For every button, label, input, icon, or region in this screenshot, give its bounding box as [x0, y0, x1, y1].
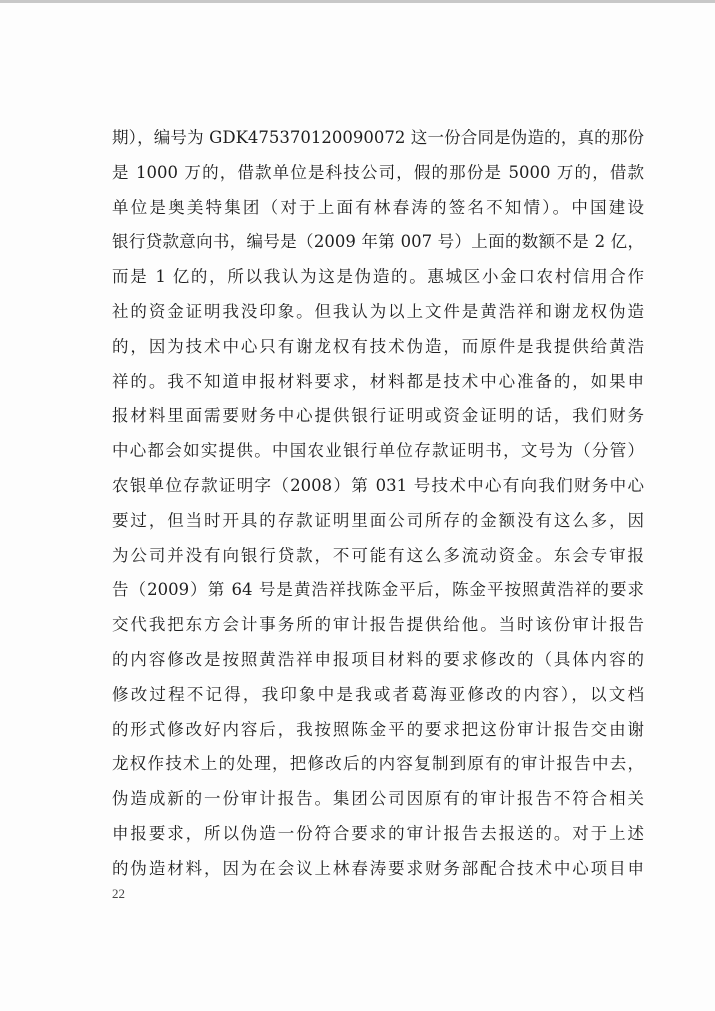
text-line: 银行贷款意向书，编号是（2009 年第 007 号）上面的数额不是 2 亿，: [112, 232, 644, 252]
text-line: 报材料里面需要财务中心提供银行证明或资金证明的话，我们财务: [112, 406, 644, 426]
text-line: 中心都会如实提供。中国农业银行单位存款证明书，文号为（分管）: [112, 441, 644, 461]
text-line: 修改过程不记得，我印象中是我或者葛海亚修改的内容），以文档: [112, 684, 644, 704]
text-line: 的伪造材料，因为在会议上林春涛要求财务部配合技术中心项目申: [112, 858, 644, 878]
text-line: 社的资金证明我没印象。但我认为以上文件是黄浩祥和谢龙权伪造: [112, 301, 644, 321]
text-line: 的，因为技术中心只有谢龙权有技术伪造，而原件是我提供给黄浩: [112, 336, 644, 356]
text-line: 要过，但当时开具的存款证明里面公司所存的金额没有这么多，因: [112, 510, 644, 530]
text-line: 而是 1 亿的，所以我认为这是伪造的。惠城区小金口农村信用合作: [112, 267, 644, 287]
body-text: [112, 121, 644, 887]
text-line: 是 1000 万的，借款单位是科技公司，假的那份是 5000 万的，借款: [112, 162, 644, 182]
scan-top-edge: [0, 0, 715, 3]
text-line: 的内容修改是按照黄浩祥申报项目材料的要求修改的（具体内容的: [112, 649, 644, 669]
text-line: 的形式修改好内容后，我按照陈金平的要求把这份审计报告交由谢: [112, 719, 644, 739]
text-line: 农银单位存款证明字（2008）第 031 号技术中心有向我们财务中心: [112, 475, 644, 495]
page-number: 22: [112, 886, 125, 901]
text-line: 告（2009）第 64 号是黄浩祥找陈金平后，陈金平按照黄浩祥的要求: [112, 580, 644, 600]
text-line: 单位是奥美特集团（对于上面有林春涛的签名不知情）。中国建设: [112, 197, 644, 217]
text-line: 祥的。我不知道申报材料要求，材料都是技术中心准备的，如果申: [112, 371, 644, 391]
text-line: 伪造成新的一份审计报告。集团公司因原有的审计报告不符合相关: [112, 789, 644, 809]
text-line: 期），编号为 GDK475370120090072 这一份合同是伪造的，真的那份: [112, 128, 644, 147]
text-line: 交代我把东方会计事务所的审计报告提供给他。当时该份审计报告: [112, 615, 644, 635]
text-line: 申报要求，所以伪造一份符合要求的审计报告去报送的。对于上述: [112, 823, 644, 843]
text-line: 为公司并没有向银行贷款，不可能有这么多流动资金。东会专审报: [112, 545, 644, 565]
text-line: 龙权作技术上的处理，把修改后的内容复制到原有的审计报告中去，: [112, 754, 644, 774]
